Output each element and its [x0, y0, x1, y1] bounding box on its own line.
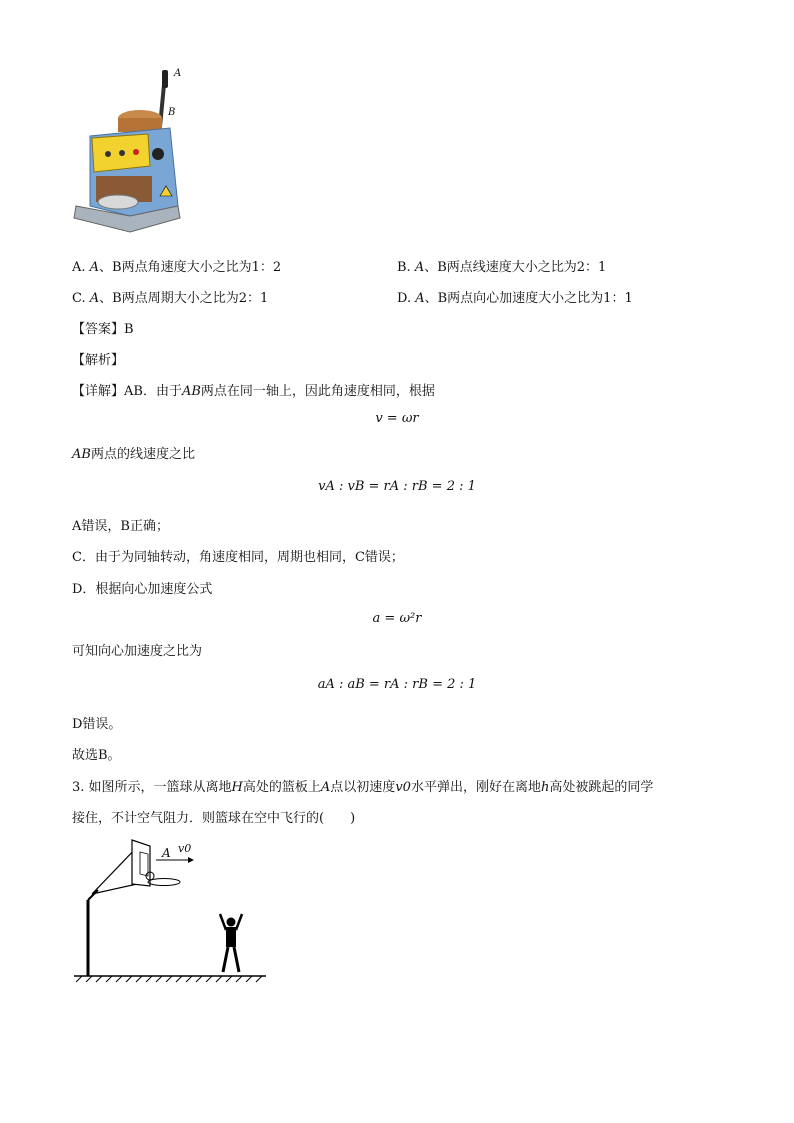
- equation-accel-ratio: aA : aB = rA : rB = 2 : 1: [317, 677, 477, 692]
- detail-line5: D．根据向心加速度公式: [72, 582, 213, 597]
- option-c: C. A、B两点周期大小之比为2：1: [72, 291, 269, 306]
- figure1-label-a: A: [174, 68, 182, 79]
- equation-velocity-ratio: vA : vB = rA : rB = 2 : 1: [318, 479, 476, 494]
- question-3-line1: 3. 如图所示，一篮球从离地H高处的篮板上A点以初速度v0水平弹出，刚好在离地h高处被跳起的同学: [72, 780, 654, 795]
- question-3-line2: 接住，不计空气阻力．则篮球在空中飞行的( ): [72, 811, 356, 826]
- detail-line4: C．由于为同轴转动，角速度相同，周期也相同，C错误；: [72, 550, 404, 565]
- sealing-machine-figure: [70, 66, 200, 238]
- figure2-label-a: A: [162, 846, 171, 860]
- basketball-figure: [70, 838, 280, 988]
- equation-v-omega-r: v = ωr: [375, 411, 419, 426]
- detail-line7: D错误。: [72, 717, 122, 732]
- figure2-label-v0: v0: [178, 842, 192, 855]
- detail-line8: 故选B。: [72, 748, 121, 763]
- detail-intro: 【详解】AB．由于AB两点在同一轴上，因此角速度相同，根据: [72, 384, 435, 399]
- option-b: B. A、B两点线速度大小之比为2：1: [397, 260, 607, 275]
- option-d: D. A、B两点向心加速度大小之比为1：1: [397, 291, 633, 306]
- analysis-tag: 【解析】: [72, 353, 125, 368]
- figure1-label-b: B: [168, 107, 176, 118]
- detail-line2: AB两点的线速度之比: [72, 447, 195, 462]
- option-a: A. A、B两点角速度大小之比为1：2: [72, 260, 282, 275]
- detail-line6: 可知向心加速度之比为: [72, 644, 203, 659]
- answer-line: 【答案】B: [72, 322, 134, 337]
- equation-accel: a = ω²r: [372, 611, 422, 626]
- detail-line3: A错误，B正确；: [72, 519, 169, 534]
